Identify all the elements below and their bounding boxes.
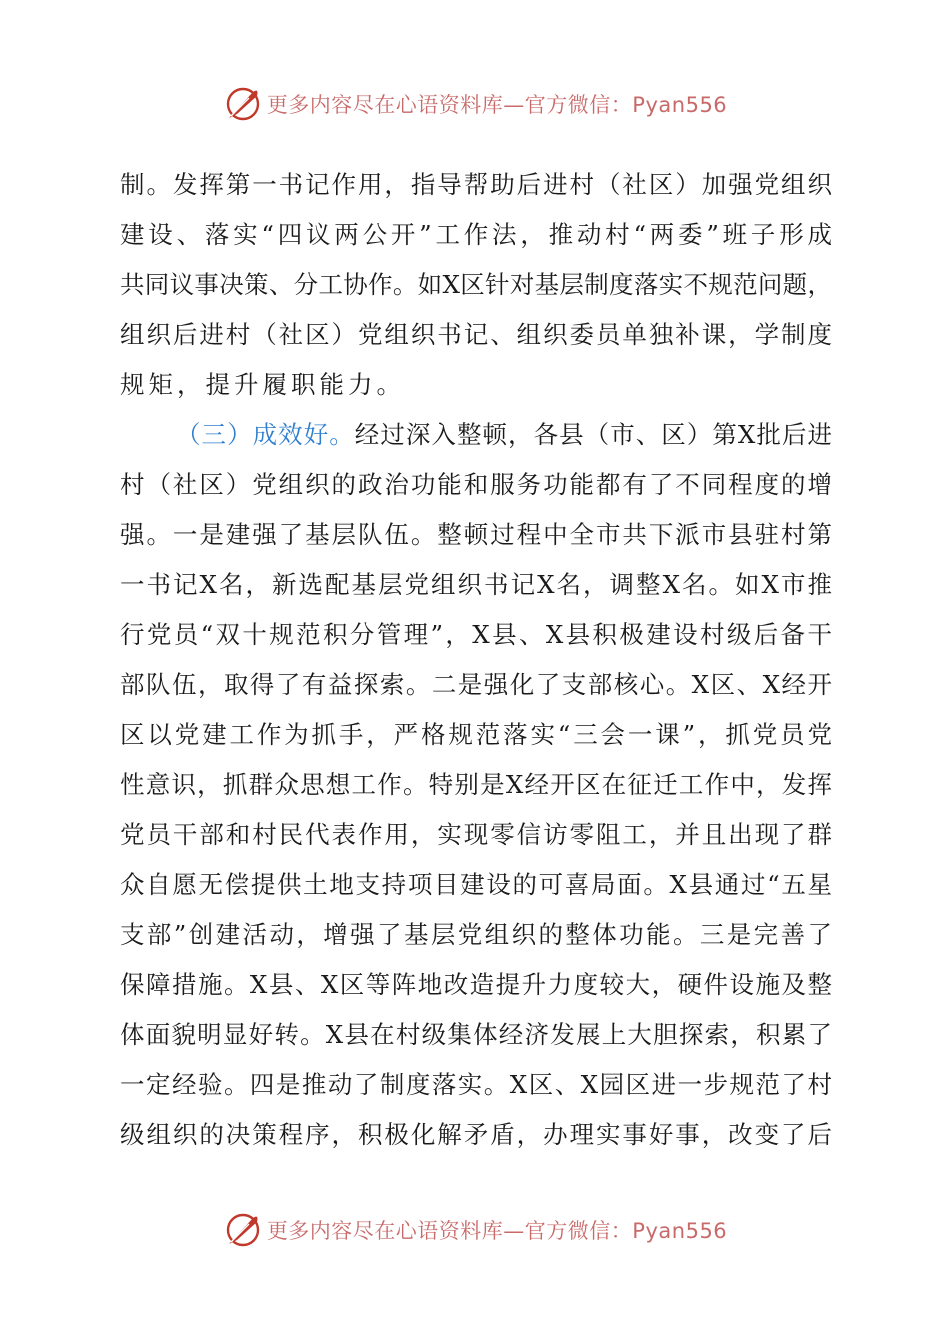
text-line: 强。一是建强了基层队伍。整顿过程中全市共下派市县驻村第: [120, 520, 832, 549]
section-heading: （三）成效好。: [176, 420, 355, 449]
text-line-first: [120, 410, 832, 460]
text-line: 村（社区）党组织的政治功能和服务功能都有了不同程度的增: [120, 470, 832, 499]
text-line: 行党员“双十规范积分管理”，X县、X县积极建设村级后备干: [120, 620, 832, 649]
text-line: 性意识，抓群众思想工作。特别是X经开区在征迁工作中，发挥: [120, 770, 832, 799]
text-line: 部队伍，取得了有益探索。二是强化了支部核心。X区、X经开: [120, 670, 832, 699]
text-line: 规矩，提升履职能力。: [120, 370, 405, 399]
text-line: 支部”创建活动，增强了基层党组织的整体功能。三是完善了: [120, 920, 832, 949]
document-body: [120, 160, 832, 1160]
first-line-text: 经过深入整顿，各县（市、区）第X批后进: [354, 420, 832, 449]
watermark-text: 更多内容尽在心语资料库—官方微信：Pyan556: [266, 93, 728, 117]
text-line: 级组织的决策程序，积极化解矛盾，办理实事好事，改变了后: [120, 1120, 832, 1149]
text-line: 组织后进村（社区）党组织书记、组织委员单独补课，学制度: [120, 320, 832, 349]
text-line: 体面貌明显好转。X县在村级集体经济发展上大胆探索，积累了: [120, 1020, 832, 1049]
paragraph-2: [120, 410, 832, 1160]
text-line: 一定经验。四是推动了制度落实。X区、X园区进一步规范了村: [120, 1070, 832, 1099]
text-line: 建设、落实“四议两公开”工作法，推动村“两委”班子形成: [120, 220, 832, 249]
text-line: 一书记X名，新选配基层党组织书记X名，调整X名。如X市推: [120, 570, 832, 599]
text-line: 保障措施。X县、X区等阵地改造提升力度较大，硬件设施及整: [120, 970, 832, 999]
quill-logo-icon: [223, 1210, 263, 1250]
text-line: 区以党建工作为抓手，严格规范落实“三会一课”，抓党员党: [120, 720, 832, 749]
watermark-header: [0, 82, 950, 126]
watermark-text: 更多内容尽在心语资料库—官方微信：Pyan556: [266, 1219, 728, 1243]
paragraph-1: [120, 160, 832, 410]
text-line: 党员干部和村民代表作用，实现零信访零阻工，并且出现了群: [120, 820, 832, 849]
text-line: 制。发挥第一书记作用，指导帮助后进村（社区）加强党组织: [120, 170, 832, 199]
quill-logo-icon: [223, 84, 263, 124]
watermark-footer: [0, 1208, 950, 1252]
text-line: 众自愿无偿提供土地支持项目建设的可喜局面。X县通过“五星: [120, 870, 832, 899]
text-line: 共同议事决策、分工协作。如X区针对基层制度落实不规范问题，: [120, 270, 832, 299]
